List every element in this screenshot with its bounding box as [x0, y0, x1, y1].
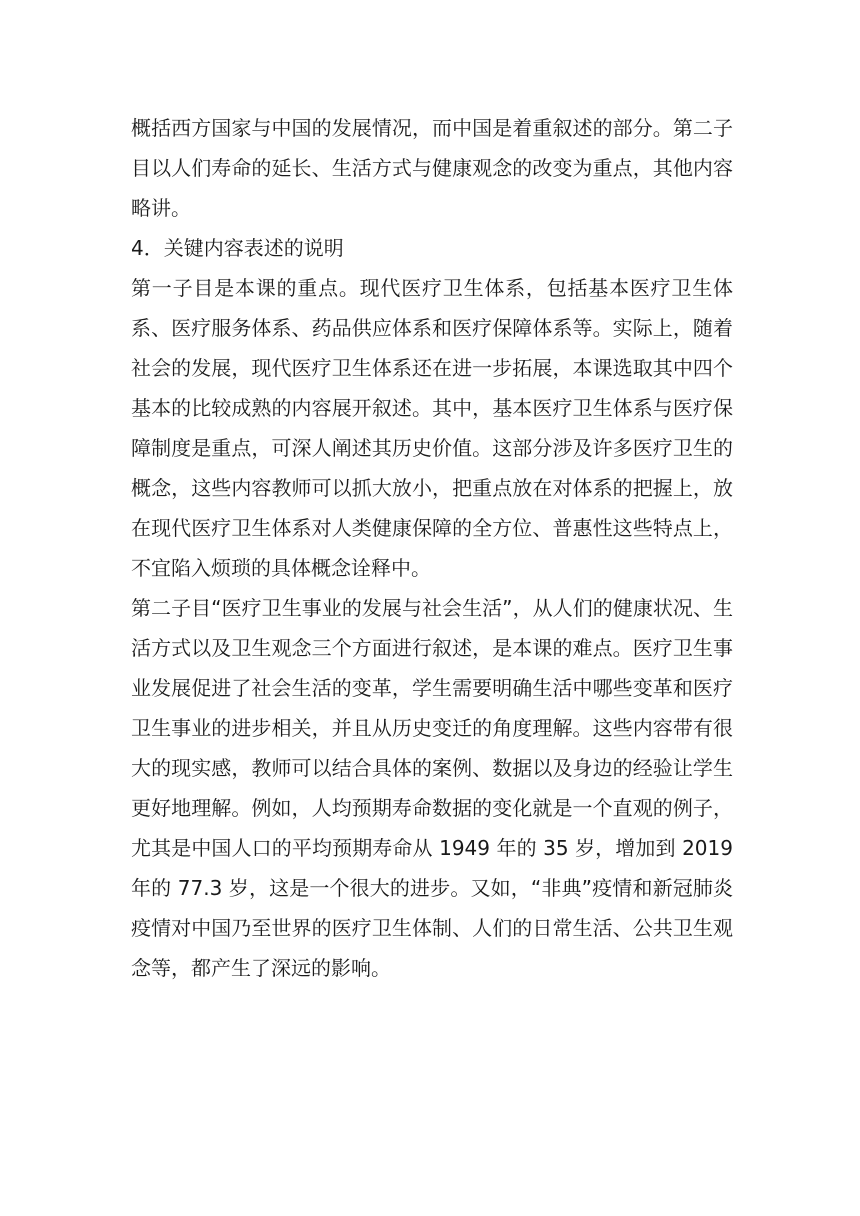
document-body	[131, 108, 733, 988]
paragraph-intro-continued: 概括西方国家与中国的发展情况，而中国是着重叙述的部分。第二子目以人们寿命的延长、生活方式与健康观念的改变为重点，其他内容略讲。	[131, 116, 733, 220]
section-heading: 4．关键内容表述的说明	[131, 236, 344, 260]
paragraph-first-subsection: 第一子目是本课的重点。现代医疗卫生体系，包括基本医疗卫生体系、医疗服务体系、药品供应体系和医疗保障体系等。实际上，随着社会的发展，现代医疗卫生体系还在进一步拓展，本课选取其中四个基本的比较成熟的内容展开叙述。其中，基本医疗卫生体系与医疗保障制度是重点，可深人阐述其历史价值。这部分涉及许多医疗卫生的概念，这些内容教师可以抓大放小，把重点放在对体系的把握上，放在现代医疗卫生体系对人类健康保障的全方位、普惠性这些特点上，不宜陷入烦琐的具体概念诠释中。	[131, 276, 733, 580]
paragraph-second-subsection: 第二子目“医疗卫生事业的发展与社会生活”，从人们的健康状况、生活方式以及卫生观念三个方面进行叙述，是本课的难点。医疗卫生事业发展促进了社会生活的变革，学生需要明确生活中哪些变革和医疗卫生事业的进步相关，并且从历史变迁的角度理解。这些内容带有很大的现实感，教师可以结合具体的案例、数据以及身边的经验让学生更好地理解。例如，人均预期寿命数据的变化就是一个直观的例子，尤其是中国人口的平均预期寿命从 1949 年的 35 岁，增加到 2019 年的 77.3 岁，这是一个很大的进步。又如，“非典”疫情和新冠肺炎疫情对中国乃至世界的医疗卫生体制、人们的日常生活、公共卫生观念等，都产生了深远的影响。	[131, 596, 733, 980]
